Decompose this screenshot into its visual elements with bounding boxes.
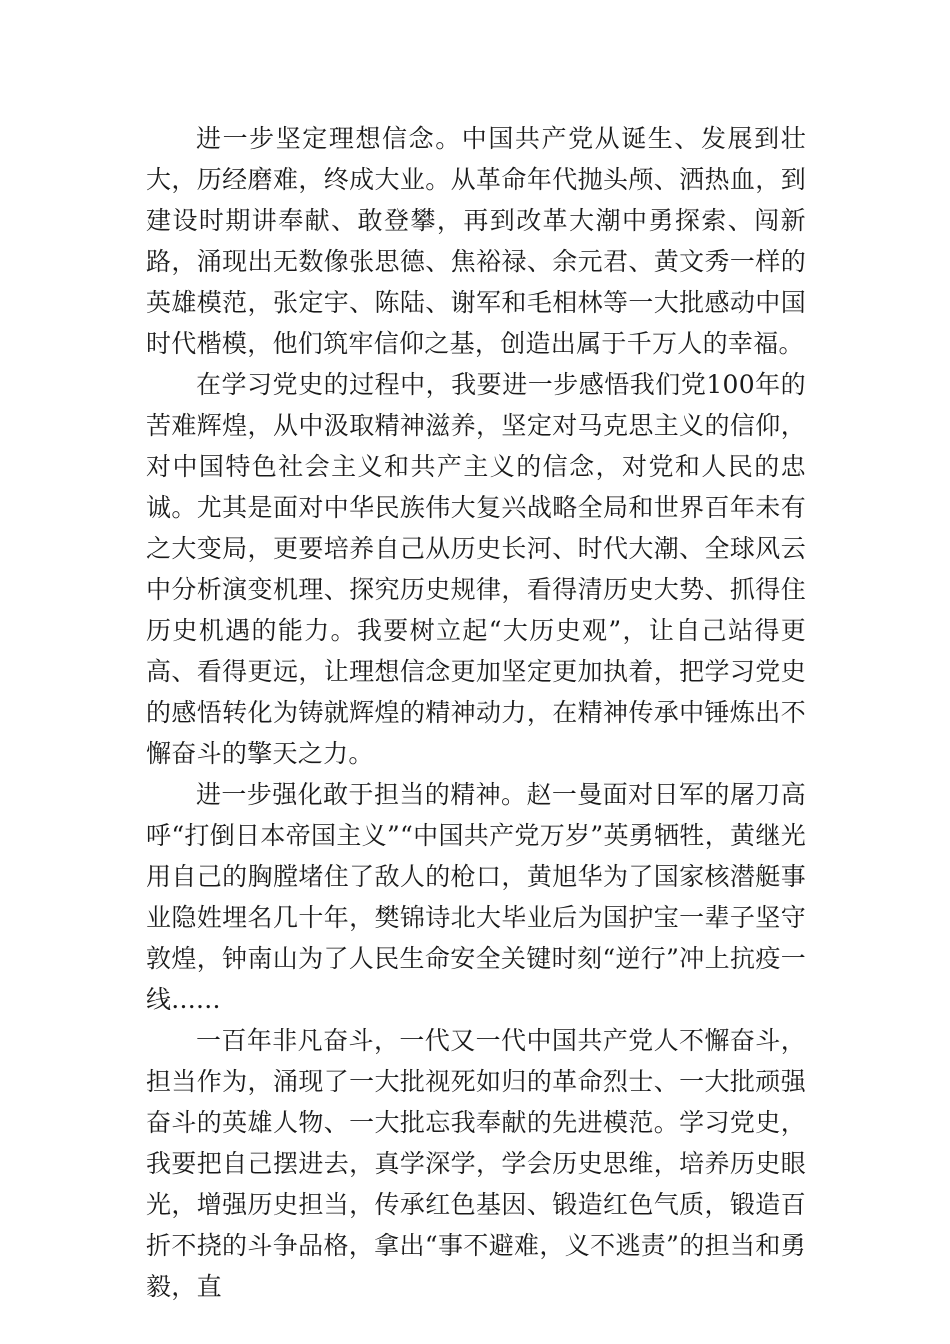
paragraph-responsibility: 进一步强化敢于担当的精神。赵一曼面对日军的屠刀高呼“打倒日本帝国主义”“中国共产党万岁”英勇牺牲，黄继光用自己的胸膛堵住了敌人的枪口，黄旭华为了国家核潜艇事业隐姓埋名几十年，樊锦诗北大毕业后为国护宝一辈子坚守敦煌，钟南山为了人民生命安全关键时刻“逆行”冲上抗疫一线......	[146, 780, 806, 1014]
paragraph-centennial-struggle: 一百年非凡奋斗，一代又一代中国共产党人不懈奋斗，担当作为，涌现了一大批视死如归的革命烈士、一大批顽强奋斗的英雄人物、一大批忘我奉献的先进模范。学习党史，我要把自己摆进去，真学深学，学会历史思维，培养历史眼光，增强历史担当，传承红色基因、锻造红色气质，锻造百折不挠的斗争品格，拿出“事不避难，义不逃责”的担当和勇毅，直	[146, 1026, 806, 1301]
paragraph-ideals: 进一步坚定理想信念。中国共产党从诞生、发展到壮大，历经磨难，终成大业。从革命年代抛头颅、洒热血，到建设时期讲奉献、敢登攀，再到改革大潮中勇探索、闯新路，涌现出无数像张思德、焦裕禄、余元君、黄文秀一样的英雄模范，张定宇、陈陆、谢军和毛相林等一大批感动中国时代楷模，他们筑牢信仰之基，创造出属于千万人的幸福。	[146, 124, 806, 358]
paragraph-party-history-study: 在学习党史的过程中，我要进一步感悟我们党100年的苦难辉煌，从中汲取精神滋养，坚定对马克思主义的信仰，对中国特色社会主义和共产主义的信念，对党和人民的忠诚。尤其是面对中华民族伟大复兴战略全局和世界百年未有之大变局，更要培养自己从历史长河、时代大潮、全球风云中分析演变机理、探究历史规律，看得清历史大势、抓得住历史机遇的能力。我要树立起“大历史观”，让自己站得更高、看得更远，让理想信念更加坚定更加执着，把学习党史的感悟转化为铸就辉煌的精神动力，在精神传承中锤炼出不懈奋斗的擎天之力。	[146, 370, 806, 768]
document-body	[146, 118, 806, 1307]
